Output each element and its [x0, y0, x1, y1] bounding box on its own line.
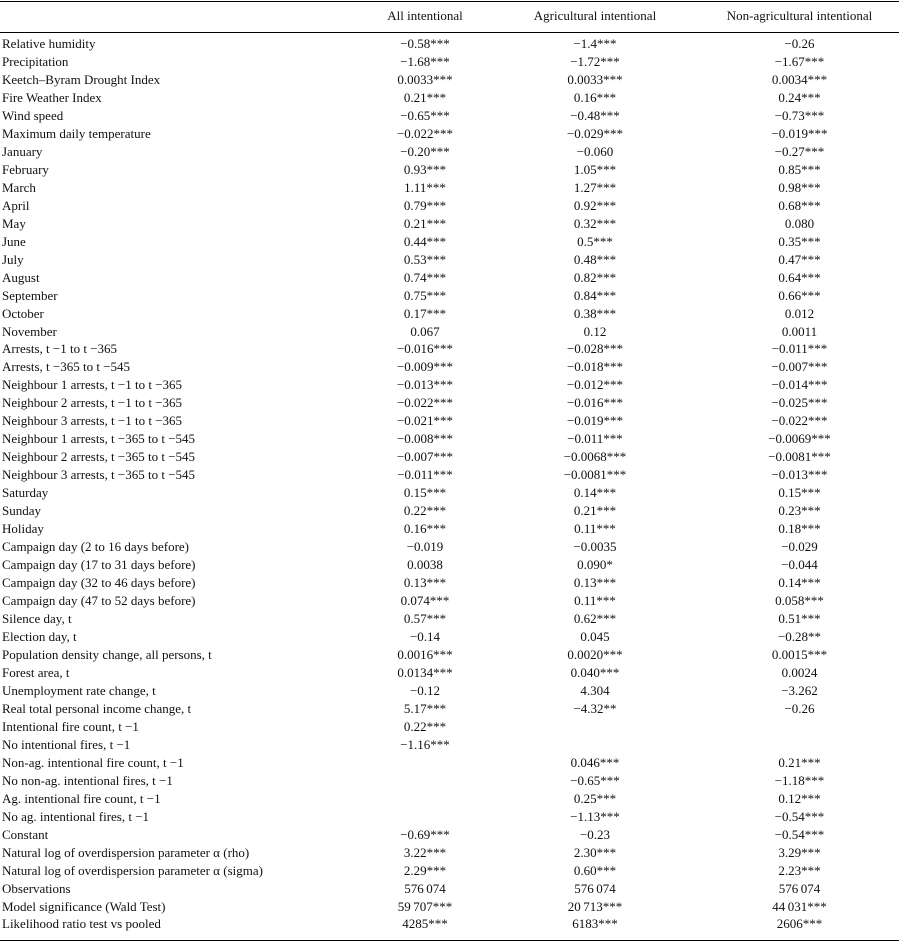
- row-label: Campaign day (2 to 16 days before): [2, 539, 190, 555]
- table-row: [0, 89, 899, 107]
- table-row: [0, 646, 899, 664]
- table-row: [0, 754, 899, 772]
- cell-non-agricultural-intentional: −0.73***: [774, 107, 825, 123]
- cell-agricultural-intentional: −1.4***: [573, 36, 617, 51]
- cell-non-agricultural-intentional: 0.21***: [778, 754, 821, 770]
- row-label: Sunday: [2, 503, 41, 519]
- row-label: Neighbour 1 arrests, t −1 to t −365: [2, 377, 183, 393]
- cell-agricultural-intentional: 0.92***: [573, 197, 617, 213]
- cell-all-intentional: 0.16***: [403, 521, 447, 537]
- cell-all-intentional: −0.019: [406, 539, 444, 555]
- row-label: Ag. intentional fire count, t −1: [2, 790, 161, 806]
- bottom-rule: [0, 940, 899, 941]
- cell-agricultural-intentional: −0.0081***: [563, 467, 627, 483]
- cell-non-agricultural-intentional: −0.54***: [774, 826, 825, 842]
- cell-non-agricultural-intentional: 0.14***: [778, 575, 821, 591]
- cell-agricultural-intentional: 0.38***: [573, 305, 617, 321]
- cell-non-agricultural-intentional: −0.044: [781, 557, 818, 573]
- cell-all-intentional: 0.79***: [403, 197, 447, 213]
- cell-non-agricultural-intentional: 2606***: [776, 916, 823, 932]
- table-row: [0, 53, 899, 71]
- cell-all-intentional: 576 074: [404, 880, 446, 896]
- row-label: January: [2, 143, 43, 159]
- cell-all-intentional: −0.65***: [400, 107, 450, 123]
- table-row: [0, 538, 899, 556]
- row-label: Population density change, all persons, t: [2, 646, 212, 662]
- table-row: [0, 448, 899, 466]
- row-label: Neighbour 3 arrests, t −1 to t −365: [2, 413, 183, 429]
- table-row: [0, 556, 899, 574]
- table-row: [0, 394, 899, 412]
- row-label: May: [2, 215, 26, 231]
- cell-all-intentional: 0.74***: [403, 269, 447, 285]
- cell-all-intentional: 0.15***: [403, 485, 447, 501]
- cell-agricultural-intentional: 1.05***: [573, 161, 617, 177]
- cell-all-intentional: 0.75***: [403, 287, 447, 303]
- cell-all-intentional: 0.0134***: [397, 664, 453, 680]
- cell-non-agricultural-intentional: −0.007***: [771, 359, 828, 375]
- table-row: [0, 574, 899, 592]
- cell-agricultural-intentional: 1.27***: [573, 179, 617, 195]
- row-label: Election day, t: [2, 628, 77, 644]
- row-label: No intentional fires, t −1: [2, 736, 131, 752]
- col-header-all-intentional: All intentional: [387, 8, 463, 23]
- row-label: Saturday: [2, 485, 49, 501]
- row-label: Likelihood ratio test vs pooled: [2, 916, 161, 932]
- cell-non-agricultural-intentional: −0.019***: [771, 125, 828, 141]
- cell-non-agricultural-intentional: 0.68***: [778, 197, 821, 213]
- table-row: [0, 700, 899, 718]
- cell-all-intentional: −0.013***: [396, 377, 454, 393]
- table-row: [0, 215, 899, 233]
- table-row: [0, 502, 899, 520]
- row-label: Campaign day (17 to 31 days before): [2, 557, 196, 573]
- cell-non-agricultural-intentional: −0.27***: [774, 143, 825, 159]
- cell-all-intentional: −0.69***: [400, 826, 450, 842]
- table-row: [0, 287, 899, 305]
- cell-agricultural-intentional: −0.019***: [566, 413, 624, 429]
- cell-agricultural-intentional: 0.84***: [573, 287, 617, 303]
- cell-agricultural-intentional: 0.090*: [577, 557, 613, 573]
- cell-all-intentional: −0.12: [409, 682, 441, 698]
- cell-agricultural-intentional: 0.25***: [573, 790, 617, 806]
- cell-agricultural-intentional: −0.028***: [566, 341, 624, 357]
- row-label: Arrests, t −1 to t −365: [2, 341, 118, 357]
- cell-non-agricultural-intentional: 0.47***: [778, 251, 821, 267]
- table-row: [0, 161, 899, 179]
- cell-all-intentional: 0.17***: [403, 305, 447, 321]
- table-row: [0, 430, 899, 448]
- cell-agricultural-intentional: 0.14***: [573, 485, 617, 501]
- row-label: Natural log of overdispersion parameter α (rho): [2, 844, 250, 860]
- cell-non-agricultural-intentional: 0.66***: [778, 287, 821, 303]
- header-rule: [0, 32, 899, 33]
- table-row: [0, 179, 899, 197]
- row-label: Fire Weather Index: [2, 89, 102, 105]
- table-body: [0, 35, 899, 933]
- table-row: [0, 251, 899, 269]
- cell-all-intentional: −0.022***: [396, 125, 454, 141]
- cell-agricultural-intentional: −0.029***: [566, 125, 624, 141]
- row-label: October: [2, 305, 44, 321]
- cell-agricultural-intentional: 576 074: [574, 880, 616, 896]
- row-label: November: [2, 323, 57, 339]
- table-row: [0, 233, 899, 251]
- row-label: Intentional fire count, t −1: [2, 718, 139, 734]
- cell-agricultural-intentional: 20 713***: [567, 898, 623, 914]
- cell-non-agricultural-intentional: −3.262: [781, 682, 818, 698]
- cell-agricultural-intentional: 0.48***: [573, 251, 617, 267]
- cell-all-intentional: 0.067: [410, 323, 440, 339]
- cell-all-intentional: −0.14: [409, 628, 441, 644]
- cell-agricultural-intentional: 0.11***: [574, 521, 616, 537]
- cell-agricultural-intentional: 0.5***: [577, 233, 613, 249]
- cell-agricultural-intentional: 0.82***: [573, 269, 617, 285]
- table-row: [0, 862, 899, 880]
- cell-non-agricultural-intentional: 0.15***: [778, 485, 821, 501]
- table-row: [0, 484, 899, 502]
- table-row: [0, 143, 899, 161]
- cell-agricultural-intentional: 0.12: [583, 323, 607, 339]
- cell-all-intentional: −0.20***: [400, 143, 450, 159]
- table-row: [0, 107, 899, 125]
- cell-all-intentional: 0.0016***: [397, 646, 453, 662]
- cell-all-intentional: 0.13***: [403, 575, 447, 591]
- table-row: [0, 592, 899, 610]
- cell-agricultural-intentional: 0.21***: [573, 503, 617, 519]
- row-label: Keetch–Byram Drought Index: [2, 71, 161, 87]
- cell-non-agricultural-intentional: −1.18***: [774, 772, 825, 788]
- cell-all-intentional: 5.17***: [403, 700, 447, 716]
- table-row: [0, 520, 899, 538]
- cell-non-agricultural-intentional: −0.54***: [774, 808, 825, 824]
- table-row: [0, 736, 899, 754]
- cell-all-intentional: 3.22***: [403, 844, 447, 860]
- table-row: [0, 880, 899, 898]
- table-row: [0, 772, 899, 790]
- cell-all-intentional: 2.29***: [403, 862, 447, 878]
- row-label: Campaign day (47 to 52 days before): [2, 593, 196, 609]
- cell-all-intentional: 4285***: [402, 916, 448, 932]
- cell-agricultural-intentional: −0.018***: [566, 359, 624, 375]
- cell-agricultural-intentional: 0.13***: [573, 575, 617, 591]
- cell-all-intentional: −0.009***: [396, 359, 454, 375]
- cell-agricultural-intentional: −0.016***: [566, 395, 624, 411]
- table-row: [0, 340, 899, 358]
- row-label: Maximum daily temperature: [2, 125, 151, 141]
- cell-agricultural-intentional: 2.30***: [573, 844, 617, 860]
- row-label: No ag. intentional fires, t −1: [2, 808, 150, 824]
- row-label: Constant: [2, 826, 49, 842]
- row-label: April: [2, 197, 30, 213]
- cell-all-intentional: 0.21***: [403, 215, 447, 231]
- cell-all-intentional: 0.22***: [403, 718, 447, 734]
- row-label: No non-ag. intentional fires, t −1: [2, 772, 173, 788]
- table-row: [0, 826, 899, 844]
- cell-non-agricultural-intentional: −0.28**: [777, 628, 822, 644]
- table-row: [0, 412, 899, 430]
- table-row: [0, 125, 899, 143]
- cell-agricultural-intentional: −0.65***: [570, 772, 620, 788]
- table-row: [0, 35, 899, 53]
- row-label: Non-ag. intentional fire count, t −1: [2, 754, 184, 770]
- cell-non-agricultural-intentional: 0.51***: [778, 611, 821, 626]
- cell-non-agricultural-intentional: 2.23***: [778, 862, 821, 878]
- top-rule: [0, 1, 899, 2]
- cell-non-agricultural-intentional: 0.35***: [778, 233, 821, 249]
- row-label: Neighbour 3 arrests, t −365 to t −545: [2, 467, 196, 483]
- cell-non-agricultural-intentional: 44 031***: [772, 898, 827, 914]
- row-label: Neighbour 2 arrests, t −1 to t −365: [2, 395, 183, 411]
- row-label: Wind speed: [2, 107, 64, 123]
- row-label: August: [2, 269, 40, 285]
- row-label: July: [2, 251, 24, 267]
- row-label: Model significance (Wald Test): [2, 898, 166, 914]
- table-row: [0, 610, 899, 628]
- table-row: [0, 269, 899, 287]
- cell-all-intentional: −0.016***: [396, 341, 454, 357]
- table-row: [0, 628, 899, 646]
- cell-all-intentional: 0.57***: [403, 611, 447, 626]
- cell-agricultural-intentional: 0.0033***: [567, 71, 623, 87]
- cell-non-agricultural-intentional: 0.18***: [778, 521, 821, 537]
- cell-agricultural-intentional: −0.48***: [570, 107, 620, 123]
- cell-non-agricultural-intentional: −0.26: [784, 36, 815, 51]
- cell-non-agricultural-intentional: −0.0069***: [768, 431, 831, 447]
- table-row: [0, 682, 899, 700]
- cell-all-intentional: −0.021***: [396, 413, 454, 429]
- cell-non-agricultural-intentional: −1.67***: [774, 53, 825, 69]
- row-label: Unemployment rate change, t: [2, 682, 156, 698]
- table-row: [0, 790, 899, 808]
- cell-all-intentional: 0.53***: [403, 251, 447, 267]
- cell-non-agricultural-intentional: 0.0011: [781, 323, 818, 339]
- row-label: Neighbour 1 arrests, t −365 to t −545: [2, 431, 196, 447]
- cell-agricultural-intentional: 0.0020***: [567, 646, 623, 662]
- cell-non-agricultural-intentional: 0.058***: [775, 593, 824, 609]
- table-row: [0, 664, 899, 682]
- table-row: [0, 305, 899, 323]
- cell-all-intentional: −0.011***: [397, 467, 453, 483]
- cell-non-agricultural-intentional: −0.025***: [771, 395, 828, 411]
- row-label: Neighbour 2 arrests, t −365 to t −545: [2, 449, 196, 465]
- cell-agricultural-intentional: 0.046***: [570, 754, 620, 770]
- cell-agricultural-intentional: −0.23: [579, 826, 611, 842]
- cell-non-agricultural-intentional: −0.014***: [771, 377, 828, 393]
- cell-agricultural-intentional: 0.045: [580, 628, 610, 644]
- cell-agricultural-intentional: −0.0068***: [563, 449, 627, 465]
- cell-all-intentional: −1.68***: [400, 53, 450, 69]
- row-label: Holiday: [2, 521, 44, 537]
- cell-agricultural-intentional: −0.011***: [567, 431, 623, 447]
- cell-all-intentional: 0.21***: [403, 89, 447, 105]
- row-label: Observations: [2, 880, 71, 896]
- cell-agricultural-intentional: 0.040***: [570, 664, 620, 680]
- row-label: Natural log of overdispersion parameter α (sigma): [2, 862, 263, 878]
- cell-agricultural-intentional: −0.012***: [566, 377, 624, 393]
- table-row: [0, 915, 899, 933]
- cell-all-intentional: 0.44***: [403, 233, 447, 249]
- cell-all-intentional: 0.074***: [400, 593, 450, 609]
- table-row: [0, 844, 899, 862]
- row-label: Precipitation: [2, 53, 69, 69]
- cell-agricultural-intentional: 0.11***: [574, 593, 616, 609]
- cell-all-intentional: −1.16***: [400, 736, 450, 752]
- row-label: Arrests, t −365 to t −545: [2, 359, 131, 375]
- row-label: Real total personal income change, t: [2, 700, 192, 716]
- col-header-agricultural-intentional: Agricultural intentional: [533, 8, 657, 23]
- cell-agricultural-intentional: −0.060: [576, 143, 614, 159]
- col-header-non-agricultural-intentional: Non-agricultural intentional: [726, 8, 873, 23]
- cell-agricultural-intentional: 0.62***: [573, 611, 617, 626]
- row-label: Relative humidity: [2, 36, 96, 51]
- cell-non-agricultural-intentional: −0.0081***: [768, 449, 831, 465]
- table-row: [0, 466, 899, 484]
- cell-non-agricultural-intentional: 0.12***: [778, 790, 821, 806]
- row-label: March: [2, 179, 36, 195]
- cell-all-intentional: 0.93***: [403, 161, 447, 177]
- row-label: Forest area, t: [2, 664, 70, 680]
- table-row: [0, 358, 899, 376]
- cell-agricultural-intentional: −4.32**: [573, 700, 617, 716]
- cell-agricultural-intentional: −1.13***: [570, 808, 620, 824]
- cell-non-agricultural-intentional: 0.0015***: [771, 646, 828, 662]
- table-row: [0, 197, 899, 215]
- cell-all-intentional: −0.008***: [396, 431, 454, 447]
- cell-non-agricultural-intentional: −0.029: [781, 539, 818, 555]
- cell-all-intentional: 0.0038: [407, 557, 443, 573]
- table-row: [0, 376, 899, 394]
- cell-agricultural-intentional: 0.60***: [573, 862, 617, 878]
- cell-non-agricultural-intentional: −0.022***: [771, 413, 828, 429]
- cell-non-agricultural-intentional: 0.080: [784, 215, 815, 231]
- cell-non-agricultural-intentional: 0.98***: [778, 179, 821, 195]
- cell-all-intentional: 0.22***: [403, 503, 447, 519]
- row-label: Silence day, t: [2, 611, 72, 626]
- table-row: [0, 808, 899, 826]
- cell-non-agricultural-intentional: 0.0034***: [771, 71, 828, 87]
- cell-non-agricultural-intentional: 0.23***: [778, 503, 821, 519]
- cell-all-intentional: 1.11***: [404, 179, 446, 195]
- cell-non-agricultural-intentional: 576 074: [778, 880, 821, 896]
- table-row: [0, 718, 899, 736]
- cell-all-intentional: −0.007***: [396, 449, 454, 465]
- cell-non-agricultural-intentional: 0.012: [784, 305, 815, 321]
- row-label: Campaign day (32 to 46 days before): [2, 575, 196, 591]
- cell-all-intentional: 0.0033***: [397, 71, 453, 87]
- cell-non-agricultural-intentional: 3.29***: [778, 844, 821, 860]
- cell-all-intentional: −0.022***: [396, 395, 454, 411]
- cell-all-intentional: 59 707***: [397, 898, 453, 914]
- cell-non-agricultural-intentional: 0.0024: [781, 664, 818, 680]
- cell-non-agricultural-intentional: −0.011***: [771, 341, 828, 357]
- table-row: [0, 71, 899, 89]
- cell-non-agricultural-intentional: −0.013***: [771, 467, 828, 483]
- row-label: June: [2, 233, 26, 249]
- cell-agricultural-intentional: 0.32***: [573, 215, 617, 231]
- cell-agricultural-intentional: 6183***: [572, 916, 618, 932]
- cell-agricultural-intentional: 0.16***: [573, 89, 617, 105]
- row-label: February: [2, 161, 49, 177]
- table-row: [0, 898, 899, 916]
- cell-agricultural-intentional: −0.0035: [573, 539, 617, 555]
- cell-non-agricultural-intentional: 0.24***: [778, 89, 821, 105]
- row-label: September: [2, 287, 58, 303]
- cell-agricultural-intentional: 4.304: [580, 682, 610, 698]
- cell-all-intentional: −0.58***: [400, 36, 450, 51]
- cell-non-agricultural-intentional: 0.64***: [778, 269, 821, 285]
- table-row: [0, 323, 899, 341]
- cell-non-agricultural-intentional: −0.26: [784, 700, 815, 716]
- cell-non-agricultural-intentional: 0.85***: [778, 161, 821, 177]
- cell-agricultural-intentional: −1.72***: [570, 53, 620, 69]
